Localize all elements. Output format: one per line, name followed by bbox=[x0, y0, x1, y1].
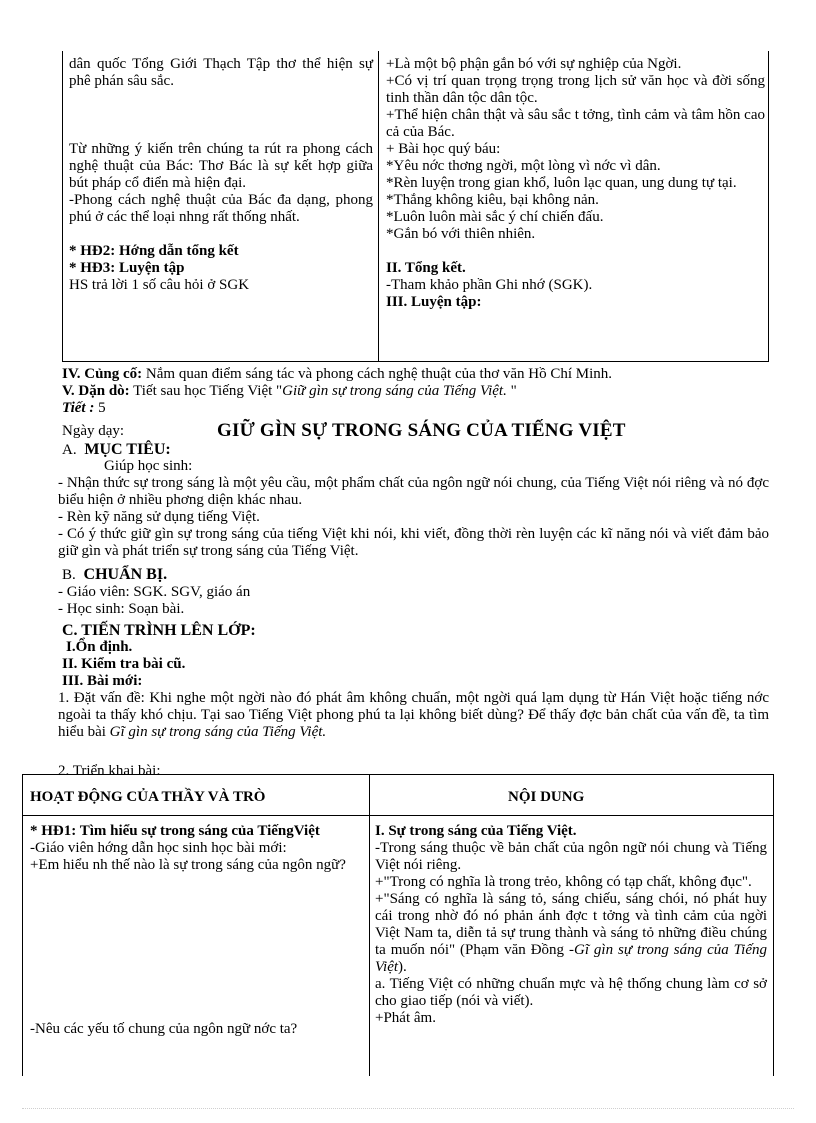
header-noi-dung: NỘI DUNG bbox=[508, 789, 585, 805]
bottom-left-question bbox=[30, 1021, 364, 1038]
right-line-3: +Thể hiện chân thật và sâu sắc t tởng, tình cảm và tâm hồn cao cả của Bác. bbox=[386, 107, 765, 140]
tiet-number: 5 bbox=[98, 400, 106, 416]
right-line-6: *Rèn luyện trong gian khổ, luôn lạc quan, ung dung tự tại. bbox=[386, 175, 737, 191]
left-paragraph-3: -Phong cách nghệ thuật của Bác đa dạng, phong phú ở các thể loại nhng rất thống nhất. bbox=[69, 192, 373, 225]
hd1-heading: * HĐ1: Tìm hiểu sự trong sáng của TiếngViệt bbox=[30, 823, 320, 839]
bottom-table-header-rule bbox=[22, 815, 774, 816]
a-objectives bbox=[58, 475, 769, 560]
bottom-left-cell bbox=[30, 823, 364, 874]
header-hoat-dong: HOẠT ĐỘNG CỦA THẦY VÀ TRÒ bbox=[30, 789, 266, 805]
muc-tieu-heading: MỤC TIÊU: bbox=[84, 441, 171, 458]
left-instruction-2: +Em hiểu nh thế nào là sự trong sáng của ngôn ngữ? bbox=[30, 857, 346, 873]
left-instruction-1: -Giáo viên hớng dẫn học sinh học bài mới: bbox=[30, 840, 287, 856]
footer-dotted-rule bbox=[22, 1108, 794, 1109]
trong-sang-heading: I. Sự trong sáng của Tiếng Việt. bbox=[375, 823, 577, 839]
a-objective-3: - Có ý thức giữ gìn sự trong sáng của tiếng Việt khi nói, khi viết, đồng thời rèn luyện các kĩ năng nói và viết đảm bảo giữ gìn và phát triển sự trong sáng của Tiếng Việt. bbox=[58, 526, 769, 559]
section-b-heading bbox=[62, 566, 167, 584]
bottom-right-cell bbox=[375, 823, 767, 1027]
b-item-1: - Giáo viên: SGK. SGV, giáo án bbox=[58, 584, 251, 600]
b-item-2: - Học sinh: Soạn bài. bbox=[58, 601, 185, 617]
left-question-2: -Nêu các yếu tố chung của ngôn ngữ nớc ta? bbox=[30, 1021, 298, 1037]
cung-co-label: IV. Củng cố: bbox=[62, 366, 143, 382]
dat-van-de-italic: Gĩ gìn sự trong sáng của Tiếng Việt. bbox=[109, 724, 327, 740]
tong-ket-heading: II. Tổng kết. bbox=[386, 260, 466, 276]
dan-do-line bbox=[62, 383, 517, 400]
left-paragraph-1: dân quốc Tổng Giới Thạch Tập thơ thể hiện sự phê phán sâu sắc. bbox=[69, 56, 373, 89]
hd2-heading: * HĐ2: Hớng dẫn tổng kết bbox=[69, 243, 239, 259]
top-table-divider bbox=[378, 51, 379, 362]
cung-co-text: Nắm quan điểm sáng tác và phong cách nghệ thuật của thơ văn Hồ Chí Minh. bbox=[142, 366, 613, 382]
kiem-tra-bai-cu: II. Kiểm tra bài cũ. bbox=[62, 656, 186, 672]
trien-khai-bai: 2. Triển khai bài: bbox=[58, 763, 161, 779]
a-intro: Giúp học sinh: bbox=[104, 458, 193, 474]
right-quote-italic: Gĩ gìn sự trong sáng của Tiếng Việt bbox=[375, 942, 767, 975]
cung-co-line bbox=[62, 366, 612, 383]
right-line-9: *Gắn bó với thiên nhiên. bbox=[386, 226, 536, 242]
bottom-table-divider bbox=[369, 774, 370, 1076]
left-last-line: HS trả lời 1 số câu hỏi ở SGK bbox=[69, 277, 250, 293]
dan-do-end: " bbox=[506, 383, 517, 399]
right-line-7: *Thắng không kiêu, bại không nản. bbox=[386, 192, 599, 208]
chuan-bi-heading: CHUẨN BỊ. bbox=[83, 566, 168, 583]
right-line-4: + Bài học quý báu: bbox=[386, 141, 501, 157]
on-dinh: I.Ổn định. bbox=[66, 639, 133, 655]
section-a-letter: A. bbox=[62, 442, 77, 458]
hd3-heading: * HĐ3: Luyện tập bbox=[69, 260, 185, 276]
right-line-1: +Là một bộ phận gắn bó với sự nghiệp của Ngời. bbox=[386, 56, 682, 72]
b-items bbox=[58, 584, 250, 618]
right-line-2: +Có vị trí quan trọng trọng trong lịch sử văn học và đời sống tinh thần dân tộc dân tộc. bbox=[386, 73, 765, 106]
top-table-left-cell bbox=[69, 56, 373, 294]
dan-do-label: V. Dặn dò: bbox=[62, 383, 130, 399]
section-b-letter: B. bbox=[62, 567, 76, 583]
a-objective-2: - Rèn kỹ năng sử dụng tiếng Việt. bbox=[58, 509, 260, 525]
dat-van-de bbox=[58, 690, 769, 741]
lesson-title: GIỮ GÌN SỰ TRONG SÁNG CỦA TIẾNG VIỆT bbox=[217, 420, 626, 441]
right-content-3: +"Sáng có nghĩa là sáng tỏ, sáng chiếu, sáng chói, nó phát huy cái trong nhờ đó nó phản ánh đợc t tởng và tình cảm của ngời Việt Nam ta, diễn tả sự trung thành và sáng tỏ những điều chúng ta muốn nói" (Phạm văn Đồng - bbox=[375, 891, 767, 958]
dan-do-italic: Giữ gìn sự trong sáng của Tiếng Việt. bbox=[282, 383, 507, 399]
bai-moi: III. Bài mới: bbox=[62, 673, 143, 689]
right-content-2: +"Trong có nghĩa là trong trẻo, không có tạp chất, không đục". bbox=[375, 874, 752, 890]
top-table-right-cell bbox=[386, 56, 765, 311]
tiet-label: Tiết : bbox=[62, 400, 99, 416]
dat-van-de-text: 1. Đặt vấn đề: Khi nghe một ngời nào đó phát âm không chuẩn, một ngời quá lạm dụng từ Hán Việt hoặc tiếng nớc ngoài ta thấy khó chịu. Tại sao Tiếng Việt phong phú ta lại không biết dùng? Để thấy đợc bản chất của vấn đề, ta tìm hiểu bài bbox=[58, 690, 769, 740]
left-paragraph-2: Từ những ý kiến trên chúng ta rút ra phong cách nghệ thuật của Bác: Thơ Bác là sự kết hợp giữa bút pháp cổ điển mà hiện đại. bbox=[69, 141, 373, 191]
right-content-1: -Trong sáng thuộc về bản chất của ngôn ngữ nói chung và Tiếng Việt nói riêng. bbox=[375, 840, 767, 873]
ghi-nho-line: -Tham khảo phần Ghi nhớ (SGK). bbox=[386, 277, 593, 293]
a-objective-1: - Nhận thức sự trong sáng là một yêu cầu, một phẩm chất của ngôn ngữ nói chung, của Tiếng Việt nói riêng và nó đợc biểu hiện ở nhiều phơng diện khác nhau. bbox=[58, 475, 769, 508]
right-line-8: *Luôn luôn mài sắc ý chí chiến đấu. bbox=[386, 209, 604, 225]
luyen-tap-heading: III. Luyện tập: bbox=[386, 294, 482, 310]
right-phat-am: +Phát âm. bbox=[375, 1010, 436, 1026]
ngay-day: Ngày dạy: bbox=[62, 423, 125, 439]
section-a-heading bbox=[62, 441, 171, 459]
right-item-a: a. Tiếng Việt có những chuẩn mực và hệ thống chung làm cơ sở cho giao tiếp (nói và viết). bbox=[375, 976, 767, 1009]
right-line-5: *Yêu nớc thơng ngời, một lòng vì nớc vì dân. bbox=[386, 158, 661, 174]
section-c-heading: C. TIẾN TRÌNH LÊN LỚP: bbox=[62, 622, 256, 639]
tiet-line bbox=[62, 400, 106, 417]
right-quote-end: ). bbox=[398, 959, 407, 975]
dan-do-text: Tiết sau học Tiếng Việt " bbox=[129, 383, 283, 399]
